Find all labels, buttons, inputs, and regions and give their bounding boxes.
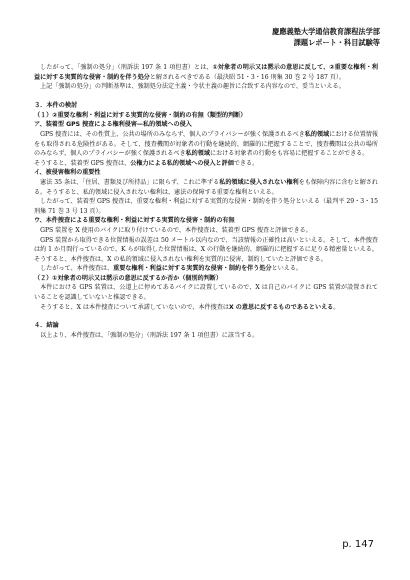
text: したがって、「強制の処分」（刑訴法 197 条 1 項但書）とは、 (40, 64, 213, 71)
page-number: p. 147 (342, 539, 374, 550)
paragraph-u1: GPS 装置を X 使用のバイクに取り付けているので、本件捜査は、装着型 GPS 捜査と評価できる。 (40, 226, 312, 234)
text: そうすると、装着型 GPS 捜査は、 (34, 159, 131, 167)
text: GPS 捜査には、その性質上、公共の場所のみならず、個人のプライバシーが強く保護されるべき (40, 130, 305, 138)
paragraph-i2: したがって、装着型 GPS 捜査は、重要な権利・利益に対する実質的な侵害・制約を伴う処分といえる（最判平 29・3・15 刑集 71 巻 3 号 13 頁）。 (34, 198, 378, 215)
text: できる。 (233, 159, 259, 167)
bold-text: 私的領域に侵入されない権利 (219, 178, 299, 186)
subsection-heading-1: （１）②重要な権利・利益に対する実質的な侵害・制約の有無（類型的判断） (34, 111, 247, 119)
paragraph-u2: GPS 装置から取得できる位置情報の誤差は 50 メートル以内なので、当該情報の正確性は高いといえる。そして、本件捜査は約 1 か月間行っているので、K らが取得した位置情報は、X の行動を継続的、網羅的に把握するに足りる精密量といえる。そうすると、本件捜査は、X の私的領域に侵入されない権利を実質的に侵害、制約していたと評価できる。 (34, 236, 378, 263)
text: をも保障内容に含むと解される。そうすると、私的領域に侵入されない権利は、憲法の保障する重要な権利といえる。 (34, 178, 379, 196)
subheading-a: ア、装着型 GPS 捜査による権利侵害—私的領域への侵入 (34, 121, 192, 129)
bold-text: 公権力による私的領域への侵入と評価 (130, 159, 234, 167)
subsection-heading-2: （２）①対象者の明示又は黙示の意思に反するか否か（個別的判断） (34, 274, 222, 282)
paragraph-a2 (34, 159, 378, 169)
header (272, 26, 380, 48)
header-university: 慶應義塾大学通信教育課程法学部 (272, 27, 380, 36)
section-heading-4: ４．結論 (34, 322, 59, 330)
paragraph-2-2 (34, 303, 378, 313)
text: における位置情報をも取得される危険性がある。そして、捜査機関が対象者の行動を継続的、網羅的に把握することで、捜査機関は公共の場所のみならず、個人のプライバシーが強く保護されるべき (34, 130, 379, 158)
bold-text: 重要な権利・利益に対する実質的な侵害・制約を伴う処分 (113, 265, 272, 273)
bold-text: 私的領域 (304, 130, 330, 138)
subheading-u: ウ、本件捜査による重要な権利・利益に対する実質的な侵害・制約の有無 (34, 217, 235, 225)
subheading-i: イ、被侵害権利の重要性 (34, 169, 101, 177)
paragraph-u3 (34, 264, 378, 274)
paragraph-conclusion: 以上より、本件捜査は、「強制の処分」（刑訴法 197 条 1 項但書）に該当する。 (40, 332, 259, 340)
bold-text: 私的領域 (185, 150, 210, 158)
bold-text: ①対象者の明示又は黙示の意思に反して、②重要な権利・利益に対する実質的な侵害・制約を伴う処分 (34, 64, 378, 81)
document-body (34, 63, 378, 341)
text: における対象者の行動をも容易に把握することができる。 (209, 150, 369, 158)
paragraph-definition (34, 63, 378, 82)
header-subtitle: 課題レポート・科目試験等 (293, 38, 380, 47)
text: と解されるべきである（最決昭 51・3・16 刑集 30 巻 2 号 187 頁）。 (149, 73, 346, 81)
text: したがって、本件捜査は、 (40, 265, 114, 273)
paragraph-standard: 上記「強制の処分」の判断基準は、強制処分法定主義・令状主義の趣旨に合致する内容なので、妥当といえる。 (40, 83, 345, 91)
paragraph-a1 (34, 130, 378, 159)
paragraph-i1 (34, 178, 378, 197)
text: 。 (333, 303, 340, 311)
text: といえる。 (271, 265, 303, 273)
text: 憲法 35 条は、「住居、書類及び所持品」に限らず、これに準ずる (40, 178, 220, 186)
section-heading-3: ３．本件の検討 (34, 101, 78, 109)
bold-text: X の意思に反するものであるといえる (228, 303, 334, 311)
text: そうすると、X は本件捜査について承諾していないので、本件捜査は (40, 303, 229, 311)
paragraph-2-1: 本件における GPS 装置は、公道上に停めてあるバイクに設置しているので、X は自己のバイクに GPS 装置が設置されていることを認識していないと推認できる。 (34, 284, 378, 302)
